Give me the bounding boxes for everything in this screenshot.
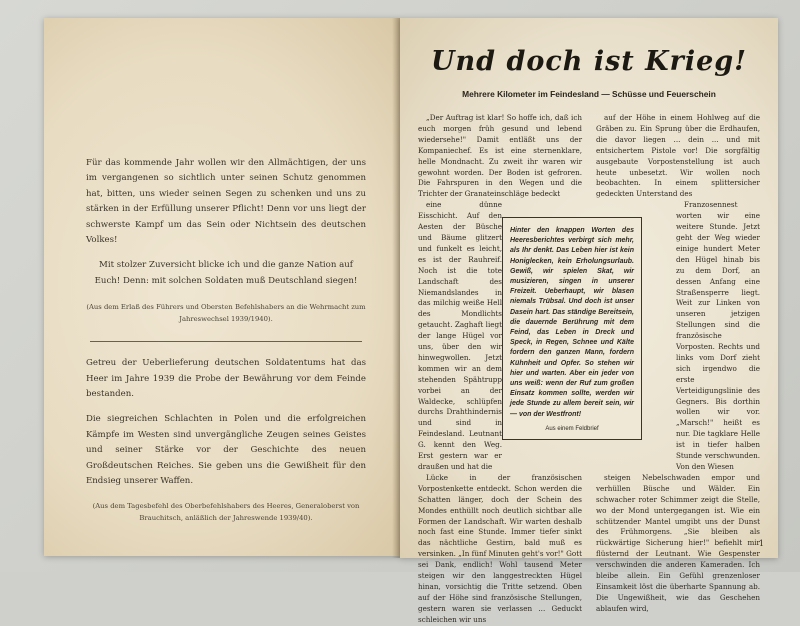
column-left-narrow-text: eine dünne Eisschicht. Auf den Aesten der Büsche und Bäume glitzert und funkelt es leicht, es ist der Rauhreif. Noch ist die tote Landschaft des Niemandslandes in das milchig weiße Hell des Mondlichts getaucht. Zaghaft liegt der lange Hügel vor uns, über den wir hinwegwollen. Jetzt kommen wir an dem stehenden Spähtrupp vorbei an der Waldecke, schlüpfen durchs Drahthindernis und sind in Feindesland. Leutnant G. kennt den Weg. Erst gestern war er draußen und hat die: [418, 200, 502, 471]
confidence-paragraph: Mit stolzer Zuversicht blicke ich und die ganze Nation auf Euch! Denn: mit solchen Soldaten muß Deutschland siegen!: [94, 260, 358, 286]
source-note-fuehrer: (Aus dem Erlaß des Führers und Obersten Befehlshabers an die Wehrmacht zum Jahreswechsel 1939/1940).: [86, 303, 366, 324]
column-right-bottom-text: steigen Nebelschwaden empor und verhüllen Büsche und Wälder. Ein schwacher roter Schimmer zeigt die Stelle, wo der Mond untergegangen ist. Wie ein schützender Mantel umgibt uns der Dunst des Frühmorgens. „Sie bleiben als rückwärtige Sicherung hier!" befiehlt mir flüsternd der Leutnant. Wie Gespenster verschwinden die anderen Kameraden. Ich bleibe allein. Ein Gefühl grenzenloser Einsamkeit löst die überharte Spannung ab. Die Ungewißheit, wie das Geschehen ablaufen wird,: [596, 472, 760, 613]
article-subtitle: Mehrere Kilometer im Feindesland — Schüsse und Feuerschein: [462, 89, 716, 99]
right-page: [400, 18, 778, 624]
army-tradition-paragraph: Getreu der Ueberlieferung deutschen Soldatentums hat das Heer im Jahre 1939 die Probe der Bewährung vor dem Feinde bestanden.: [86, 358, 366, 400]
article-title: Und doch ist Krieg!: [431, 46, 747, 77]
source-note-brauchitsch: (Aus dem Tagesbefehl des Oberbefehlshabers des Heeres, Generaloberst von Brauchitsch, anläßlich der Jahreswende 1939/40).: [92, 501, 360, 522]
column-right-top-text: auf der Höhe in einem Hohlweg auf die Gräben zu. Ein Sprung über die Erdhaufen, die davor liegen ... dein ... und mit entsichertem Pistole vor! Die sorgfältig ausgebaute Vorpostenstellung ist auch heute unbesetzt. Wir wollen noch beobachten. In einem splittersicher gedeckten Unterstand des: [596, 113, 760, 199]
feldbrief-box-wrapper: [502, 217, 642, 440]
column-left-top-text: „Der Auftrag ist klar! So hoffe ich, daß ich euch morgen früh gesund und lebend wiedersehe!" Damit entläßt uns der Kompaniechef. Es ist eine sternenklare, helle Mondnacht. Zu zweit ihr waren wir gewohnt worden. Der Boden ist gefroren. Die Fahrspuren in den Wegen und die Trichter der Granateinschläge bedeckt: [418, 113, 582, 199]
new-year-paragraph: Für das kommende Jahr wollen wir den Allmächtigen, der uns im vergangenen so sichtlich unter seinen Schutz genommen hat, bitten, uns wieder seinen Segen zu schenken und uns zu stärken in der Erfüllung unserer Pflicht! Denn vor uns liegt der schwerste Kampf um das Sein oder Nichtsein des deutschen Volkes!: [86, 158, 366, 246]
left-page: [44, 18, 400, 556]
column-right-narrow-text: Franzosennest worten wir eine weitere Stunde. Jetzt geht der Weg wieder einige hundert Meter den Hügel hinab bis zu dem Dorf, an dessen Anfang eine Straßensperre liegt. Weit zur Linken von unseren jetzigen Stellungen sind die französische Vorposten. Rechts und links vom Dorf zieht sich irgendwo die erste Verteidigungslinie des Gegners. Bis dorthin wollen wir vor. „Marsch!" heißt es nur. Die tagklare Helle ist in tiefer halben Stunde verschwunden. Von den Wiesen: [676, 200, 760, 471]
column-left-bottom-text: Lücke in der französischen Vorpostenkette entdeckt. Schon werden die Schatten länger, doch der Schein des Mondes enthüllt noch deutlich sichtbar alle Formen der Landschaft. Wir warten deshalb noch fast eine Stunde. Immer tiefer sinkt das nächtliche Gestirn, bald muß es versinken. „In fünf Minuten geht's vor!" Gott sei Dank, endlich! Wohl tausend Meter steigen wir den langgestreckten Hügel hinan, vorsichtig die Tritte setzend. Oben auf der Höhe sind französische Stellungen, gestern waren sie verlassen ... Geduckt schleichen wir uns: [418, 472, 582, 624]
feldbrief-text: Hinter den knappen Worten des Heeresberichtes verbirgt sich mehr, als Ihr denkt. Das Leben hier ist kein Honiglecken, kein Erholungsurlaub. Gewiß, wir spielen Skat, wir musizieren, singen in unserer Freizeit. Ueberhaupt, wir blasen niemals Trübsal. Und doch ist unser Dasein hart. Das ständige Bereitsein, die dauernde Berührung mit dem Feind, das Leben in Dreck und Speck, in Regen, Schnee und Kälte fordern den ganzen Mann, fordern Kühnheit und Opfer. So stehen wir hier und warten. Aber ein jeder von uns weiß: wenn der Ruf zum großen Einsatz kommen sollte, werden wir jede Stunde zu allem bereit sein, wir — von der Westfront!: [510, 227, 634, 418]
victories-paragraph: Die siegreichen Schlachten in Polen und die erfolgreichen Kämpfe im Westen sind unvergängliche Zeugen seines Geistes und seiner Stärke vor der Geschichte des neuen Großdeutschen Reiches. Sie geben uns die Gewißheit für den Endsieg unserer Waffen.: [86, 414, 366, 487]
divider-line: [90, 341, 362, 342]
feldbrief-box: [502, 217, 642, 440]
feldbrief-caption: Aus einem Feldbrief: [545, 425, 599, 432]
page-number: 1: [758, 539, 764, 548]
